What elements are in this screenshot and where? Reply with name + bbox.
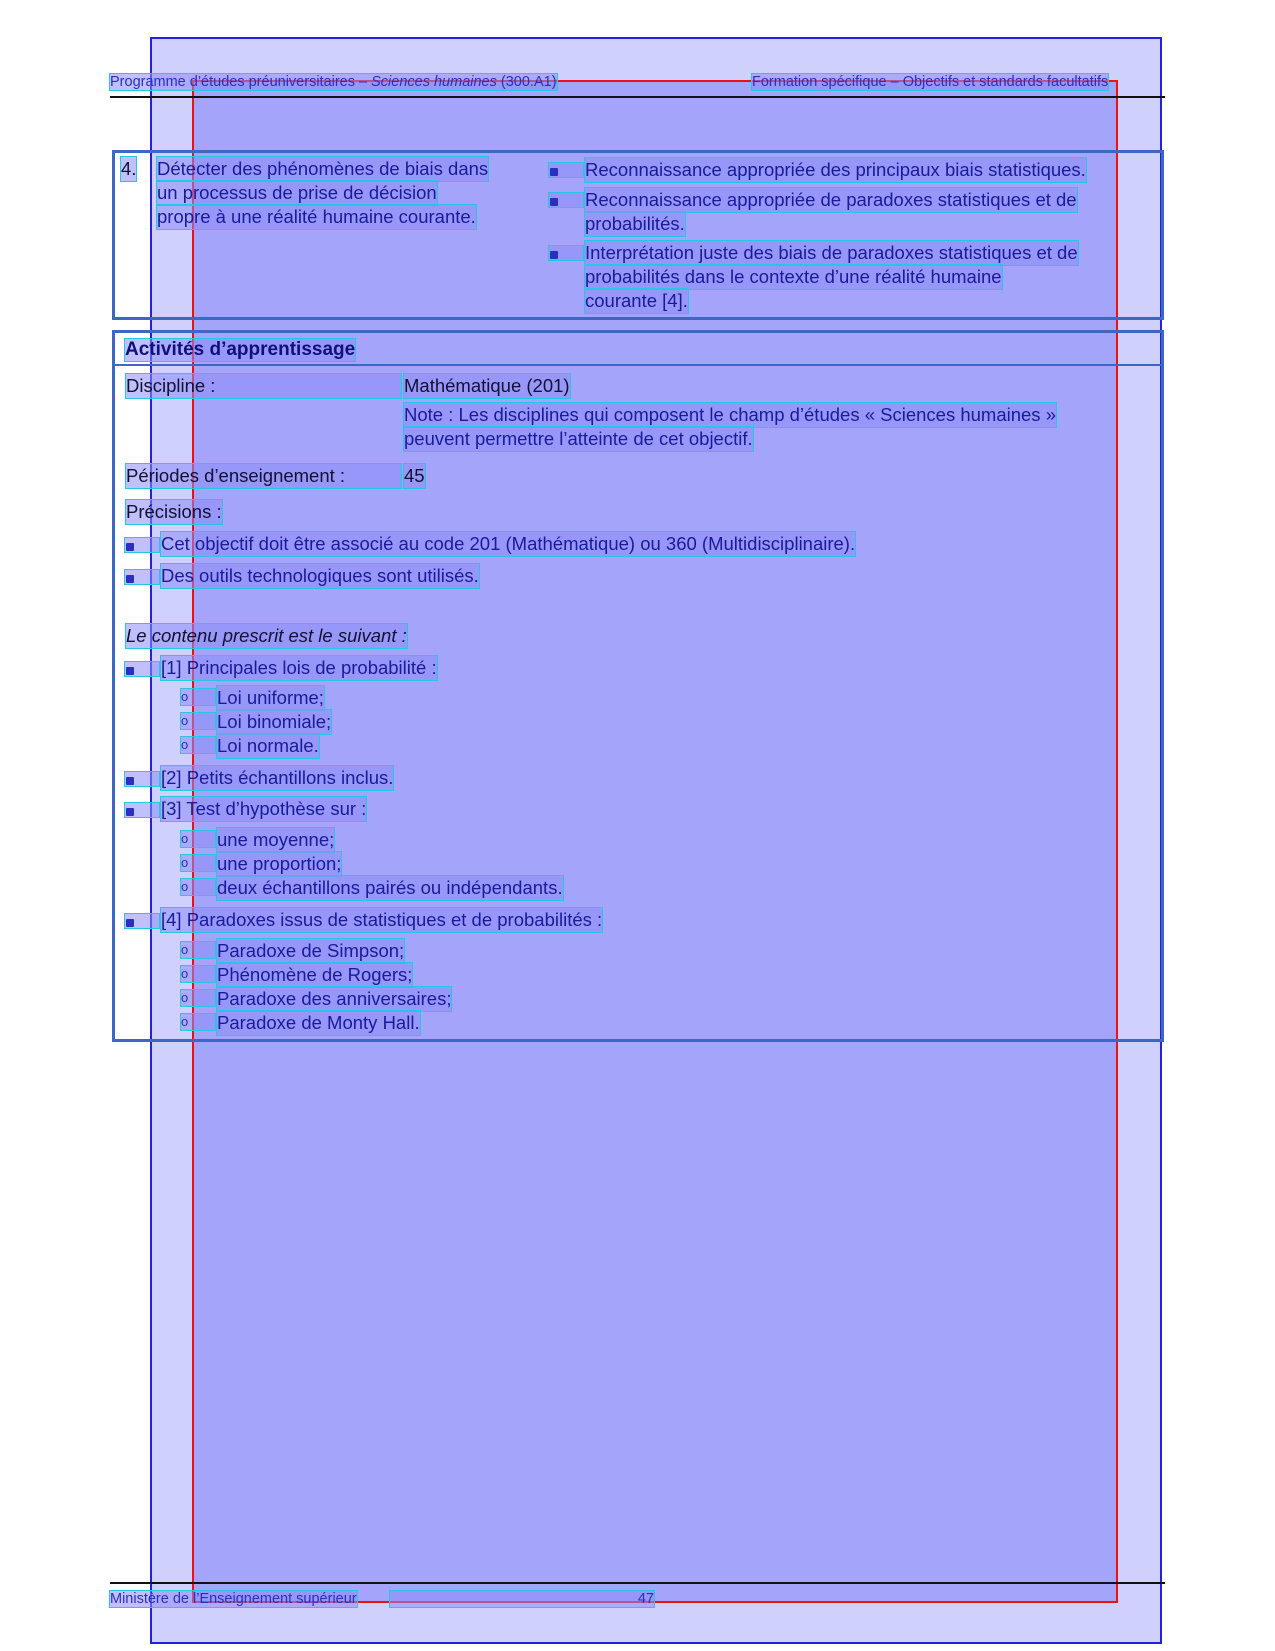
- sub-bullet: o: [181, 966, 215, 982]
- content-bullet: [125, 914, 159, 928]
- header-right: Formation spécifique – Objectifs et standards facultatifs: [752, 74, 1109, 90]
- criterion-bullet: [549, 246, 583, 260]
- criterion-line: courante [4].: [585, 290, 688, 311]
- objective-statement-line: Détecter des phénomènes de biais dans: [157, 158, 489, 179]
- header-left-prefix: Programme d’études préuniversitaires –: [110, 74, 372, 90]
- sub-bullet: o: [181, 831, 215, 847]
- footer-left: Ministère de l’Enseignement supérieur: [110, 1591, 357, 1607]
- criterion-bullet: [549, 163, 583, 177]
- content-bullet: [125, 803, 159, 817]
- objective-number: 4.: [121, 158, 137, 179]
- criterion-line: Reconnaissance appropriée des principaux biais statistiques.: [585, 159, 1086, 180]
- content-subitem: une moyenne;: [217, 829, 335, 850]
- header-left: [110, 74, 557, 90]
- content-item: [3] Test d’hypothèse sur :: [161, 798, 367, 819]
- precisions-label: Précisions :: [126, 501, 222, 522]
- criterion-line: Interprétation juste des biais de paradoxes statistiques et de: [585, 242, 1078, 263]
- precision-bullet: [125, 538, 159, 552]
- objective-statement-line: un processus de prise de décision: [157, 182, 437, 203]
- activities-title: Activités d’apprentissage: [125, 339, 356, 360]
- content-bullet: [125, 662, 159, 676]
- content-item: [4] Paradoxes issus de statistiques et de probabilités :: [161, 909, 603, 930]
- periods-label: Périodes d’enseignement :: [126, 464, 401, 488]
- content-subitem: deux échantillons pairés ou indépendants.: [217, 877, 563, 898]
- criterion-line: probabilités dans le contexte d’une réalité humaine: [585, 266, 1002, 287]
- content-bullet: [125, 772, 159, 786]
- sub-bullet: o: [181, 879, 215, 895]
- sub-bullet: o: [181, 990, 215, 1006]
- sub-bullet: o: [181, 1014, 215, 1030]
- header-left-suffix: (300.A1): [496, 74, 557, 90]
- activities-title-divider: [115, 364, 1161, 366]
- content-subitem: Paradoxe de Monty Hall.: [217, 1012, 420, 1033]
- footer-rule: [110, 1582, 1165, 1584]
- note-line: peuvent permettre l’atteinte de cet objectif.: [404, 428, 753, 449]
- periods-value: 45: [404, 465, 425, 486]
- note-line: Note : Les disciplines qui composent le champ d’études « Sciences humaines »: [404, 404, 1056, 425]
- criterion-line: Reconnaissance appropriée de paradoxes statistiques et de: [585, 189, 1077, 210]
- objective-statement-line: propre à une réalité humaine courante.: [157, 206, 476, 227]
- content-subitem: Paradoxe des anniversaires;: [217, 988, 452, 1009]
- discipline-label: Discipline :: [126, 374, 401, 398]
- sub-bullet: o: [181, 855, 215, 871]
- content-subitem: Loi normale.: [217, 735, 319, 756]
- content-subitem: Paradoxe de Simpson;: [217, 940, 405, 961]
- content-item: [1] Principales lois de probabilité :: [161, 657, 437, 678]
- discipline-value: Mathématique (201): [404, 375, 570, 396]
- content-intro: Le contenu prescrit est le suivant :: [126, 625, 407, 646]
- content-subitem: Loi uniforme;: [217, 687, 324, 708]
- criterion-line: probabilités.: [585, 213, 685, 234]
- footer-page-number: 47: [390, 1591, 654, 1607]
- header-rule: [110, 96, 1165, 98]
- sub-bullet: o: [181, 689, 215, 705]
- content-subitem: Loi binomiale;: [217, 711, 332, 732]
- sub-bullet: o: [181, 713, 215, 729]
- precision-item: Cet objectif doit être associé au code 201 (Mathématique) ou 360 (Multidisciplinaire).: [161, 533, 856, 554]
- content-subitem: Phénomène de Rogers;: [217, 964, 413, 985]
- sub-bullet: o: [181, 737, 215, 753]
- content-subitem: une proportion;: [217, 853, 342, 874]
- precision-item: Des outils technologiques sont utilisés.: [161, 565, 479, 586]
- precision-bullet: [125, 570, 159, 584]
- content-item: [2] Petits échantillons inclus.: [161, 767, 394, 788]
- criterion-bullet: [549, 193, 583, 207]
- sub-bullet: o: [181, 942, 215, 958]
- header-left-italic: Sciences humaines: [371, 74, 497, 90]
